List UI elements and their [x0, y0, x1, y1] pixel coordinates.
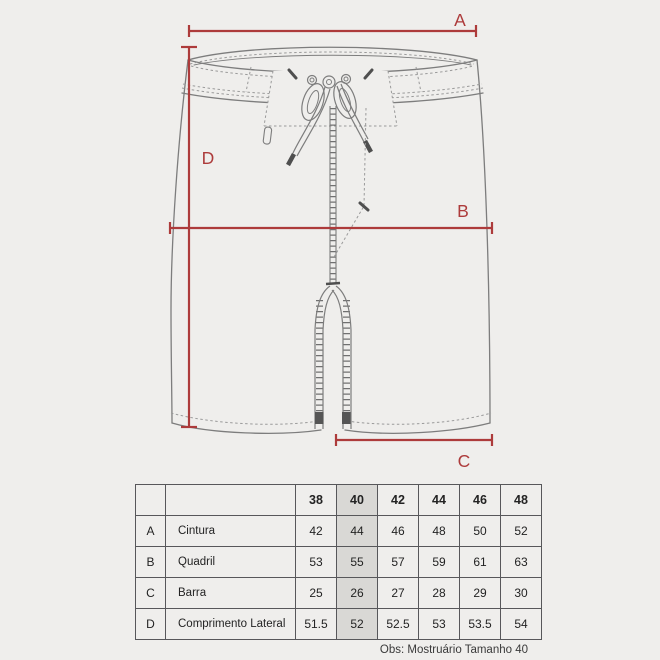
measure-label-c: C [457, 451, 471, 471]
size-table [135, 484, 542, 640]
leg-split [315, 283, 351, 429]
table-row-quadril [136, 547, 542, 578]
table-row-barra [136, 578, 542, 609]
measure-label-b: B [457, 201, 469, 221]
size-value-cell: 42 [296, 516, 337, 547]
size-value-cell: 61 [460, 547, 501, 578]
table-row-comprimento-lateral [136, 609, 542, 640]
measure-letter-cell: D [136, 609, 166, 640]
empty-cell [136, 485, 166, 516]
size-value-cell: 48 [419, 516, 460, 547]
size-value-cell: 27 [378, 578, 419, 609]
size-value-cell: 53.5 [460, 609, 501, 640]
measure-label-a: A [454, 10, 466, 30]
measure-name-cell: Cintura [166, 516, 296, 547]
size-value-cell: 29 [460, 578, 501, 609]
center-front-seam [330, 106, 336, 284]
pocket-detail [263, 108, 368, 257]
size-value-cell-highlighted: 26 [337, 578, 378, 609]
size-value-cell: 52 [501, 516, 542, 547]
measure-name-cell: Comprimento Lateral [166, 609, 296, 640]
measure-line-a [189, 25, 476, 37]
size-value-cell: 30 [501, 578, 542, 609]
size-value-cell-highlighted: 52 [337, 609, 378, 640]
size-header-cell: 46 [460, 485, 501, 516]
size-value-cell: 52.5 [378, 609, 419, 640]
size-header-cell: 38 [296, 485, 337, 516]
measure-letter-cell: B [136, 547, 166, 578]
sample-size-note: Obs: Mostruário Tamanho 40 [379, 644, 528, 656]
size-value-cell: 53 [419, 609, 460, 640]
size-value-cell-highlighted: 55 [337, 547, 378, 578]
size-header-cell-highlighted: 40 [337, 485, 378, 516]
size-value-cell: 54 [501, 609, 542, 640]
size-table-header-row [136, 485, 542, 516]
size-value-cell-highlighted: 44 [337, 516, 378, 547]
size-value-cell: 25 [296, 578, 337, 609]
size-value-cell: 28 [419, 578, 460, 609]
size-value-cell: 46 [378, 516, 419, 547]
size-value-cell: 53 [296, 547, 337, 578]
size-value-cell: 51.5 [296, 609, 337, 640]
measure-name-cell: Quadril [166, 547, 296, 578]
size-value-cell: 63 [501, 547, 542, 578]
size-value-cell: 50 [460, 516, 501, 547]
measure-name-cell: Barra [166, 578, 296, 609]
size-header-cell: 44 [419, 485, 460, 516]
measure-line-c [336, 434, 492, 446]
measure-letter-cell: C [136, 578, 166, 609]
size-header-cell: 42 [378, 485, 419, 516]
size-header-cell: 48 [501, 485, 542, 516]
empty-cell [166, 485, 296, 516]
measure-label-d: D [201, 148, 215, 168]
measure-letter-cell: A [136, 516, 166, 547]
size-value-cell: 57 [378, 547, 419, 578]
table-row-cintura [136, 516, 542, 547]
size-value-cell: 59 [419, 547, 460, 578]
